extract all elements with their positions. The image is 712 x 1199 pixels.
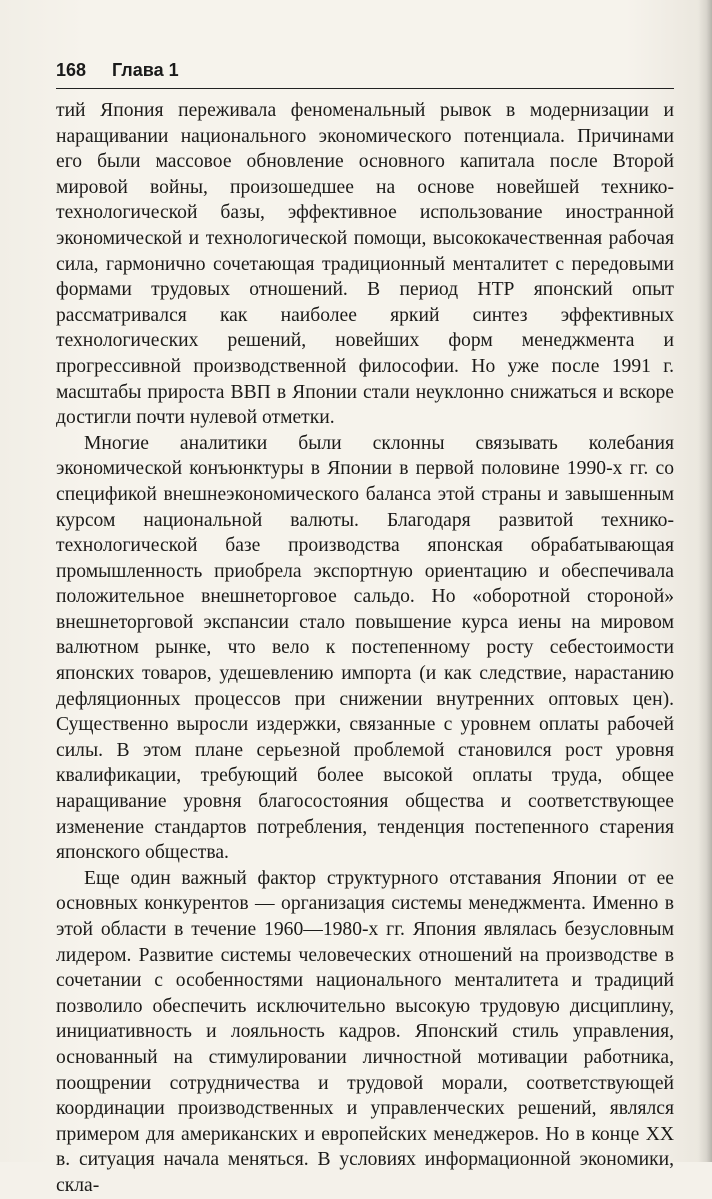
- paragraph: тий Япония переживала феноменальный рывок в модернизации и наращивании национального экономического потенциала. Причинами его были массовое обновление основного капитала после Второй мировой войны, произошедшее на основе новейшей технико-технологической базы, эффективное использование иностранной экономической и технологической помощи, высококачественная рабочая сила, гармонично сочетающая традиционный менталитет с передовыми формами трудовых отношений. В период НТР японский опыт рассматривался как наиболее яркий синтез эффективных технологических решений, новейших форм менеджмента и прогрессивной производственной философии. Но уже после 1991 г. масштабы прироста ВВП в Японии стали неуклонно снижаться и вскоре достигли почти нулевой отметки.: [56, 100, 674, 429]
- running-header: [56, 56, 676, 86]
- paragraph: Многие аналитики были склонны связывать колебания экономической конъюнктуры в Японии в первой половине 1990-х гг. со спецификой внешнеэкономического баланса этой страны и завышенным курсом национальной валюты. Благодаря развитой технико-технологической базе производства японская обрабатывающая промышленность приобрела экспортную ориентацию и обеспечивала положительное внешнеторговое сальдо. Но «оборотной стороной» внешнеторговой экспансии стало повышение курса иены на мировом валютном рынке, что вело к постепенному росту себестоимости японских товаров, удешевлению импорта (и как следствие, нарастанию дефляционных процессов при снижении внутренних оптовых цен). Существенно выросли издержки, связанные с уровнем оплаты рабочей силы. В этом плане серьезной проблемой становился рост уровня квалификации, требующий более высокой оплаты труда, общее наращивание уровня благосостояния общества и соответствующее изменение стандартов потребления, тенденция постепенного старения японского общества.: [56, 432, 674, 864]
- paragraph: Еще один важный фактор структурного отставания Японии от ее основных конкурентов — организация системы менеджмента. Именно в этой области в течение 1960—1980-х гг. Япония являлась безусловным лидером. Развитие системы человеческих отношений на производстве в сочетании с особенностями национального менталитета и традиций позволило обеспечить исключительно высокую трудовую дисциплину, инициативность и лояльность кадров. Японский стиль управления, основанный на стимулировании личностной мотивации работника, поощрении сотрудничества и трудовой морали, соответствующей координации производственных и управленческих решений, являлся примером для американских и европейских менеджеров. Но в конце XX в. ситуация начала меняться. В условиях информационной экономики, скла-: [56, 867, 674, 1196]
- chapter-title: Глава 1: [112, 60, 179, 80]
- header-rule: [56, 88, 674, 89]
- page-number: 168: [56, 60, 87, 80]
- body-text: [56, 98, 674, 1199]
- page-spine-shadow: [698, 0, 712, 1162]
